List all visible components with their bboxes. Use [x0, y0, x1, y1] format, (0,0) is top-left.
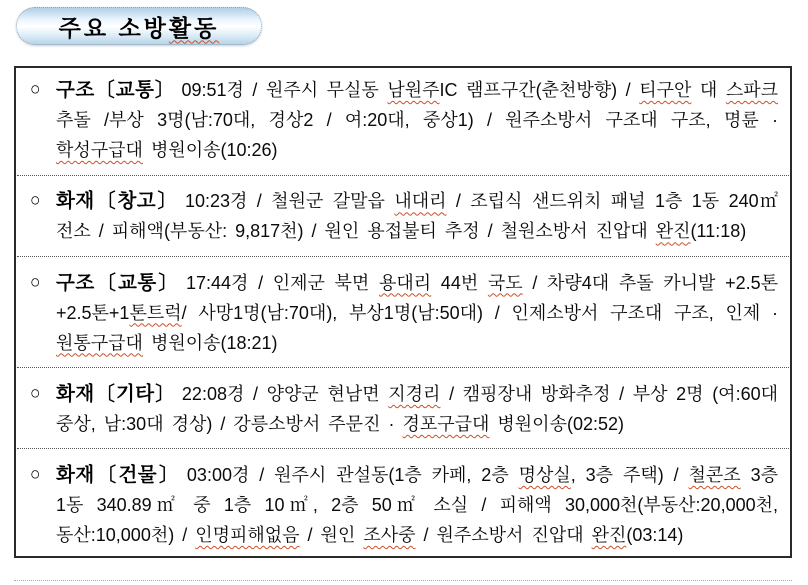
spellcheck-underline: 철콘조 — [688, 465, 741, 485]
item-body: 09:51경 / 원주시 무실동 남원주IC 램프구간(춘천방향) / 티구안 대 스파크 추돌 /부상 3명(남:70대, 경상2 / 여:20대, 중상1) / 원주소방서 구조대 구조, 명륜 · 학성구급대 병원이송(10:26) — [56, 80, 778, 160]
spellcheck-underline: 완진 — [655, 221, 691, 242]
spellcheck-underline: 인명피해없음 — [195, 525, 300, 545]
item-body: 22:08경 / 양양군 현남면 지경리 / 캠핑장내 방화추정 / 부상 2명 (여:60대 중상, 남:30대 경상) / 강릉소방서 주문진 · 경포구급대 병원이송(02:52) — [56, 383, 778, 434]
item-body: 10:23경 / 철원군 갈말읍 내대리 / 조립식 샌드위치 패널 1층 1동 240㎡ 전소 / 피해액(부동산: 9,817천) / 원인 용접불티 추정 / 철원소방서 진압대 완진(11:18) — [56, 191, 778, 242]
item-text — [56, 460, 778, 550]
item-body: 17:44경 / 인제군 북면 용대리 44번 국도 / 차량4대 추돌 카니발 +2.5톤+2.5톤+1톤트럭/ 사망1명(남:70대), 부상1명(남:50대) / 인제소방서 구조대 구조, 인제 · 원통구급대 병원이송(18:21) — [56, 272, 778, 353]
spellcheck-underline: 학성구급대 — [56, 140, 143, 160]
spellcheck-underline: 톤트럭 — [129, 302, 182, 323]
spellcheck-underline: 경포구급대 — [402, 413, 490, 434]
spellcheck-underline: 용대리 — [378, 272, 432, 293]
spellcheck-underline: 국도 — [487, 272, 523, 293]
section-title-pill — [16, 7, 262, 45]
spellcheck-underline: 원통구급대 — [56, 332, 143, 353]
spellcheck-underline: 명상실 — [518, 465, 571, 485]
item-category: 화재〔건물〕 — [56, 464, 181, 486]
item-category: 화재〔창고〕 — [56, 190, 179, 213]
spellcheck-underline: 조사중 — [363, 525, 416, 545]
report-item — [16, 453, 790, 556]
bullet-circle-icon: ○ — [30, 190, 41, 212]
spellcheck-underline: 티구안 — [639, 80, 692, 100]
item-text — [56, 75, 778, 165]
report-box — [14, 66, 792, 558]
item-text — [56, 379, 778, 439]
bullet-circle-icon: ○ — [30, 271, 41, 293]
spellcheck-underline: 완진 — [591, 525, 627, 545]
report-item — [16, 372, 790, 445]
page-title: 주요 소방활동 — [58, 14, 220, 41]
bullet-circle-icon: ○ — [30, 78, 41, 100]
item-category: 구조〔교통〕 — [56, 271, 180, 294]
spellcheck-underline: 남원주 — [387, 80, 440, 100]
spellcheck-underline: 스파크 — [725, 80, 778, 100]
item-text — [56, 268, 778, 358]
bottom-dotted-line — [14, 580, 792, 581]
item-body: 03:00경 / 원주시 관설동(1층 카페, 2층 명상실, 3층 주택) / 철콘조 3층 1동 340.89㎡ 중 1층 10㎡, 2층 50㎡ 소실 / 피해액 30,000천(부동산:20,000천, 동산:10,000천) / 인명피해없음 / 원인 조사중 / 원주소방서 진압대 완진(03:14) — [56, 465, 778, 545]
item-category: 구조〔교통〕 — [56, 79, 176, 101]
report-item — [16, 179, 790, 252]
item-divider — [17, 448, 789, 449]
bullet-circle-icon: ○ — [30, 463, 41, 485]
spellcheck-underline: 활동 — [168, 14, 220, 41]
item-divider — [17, 256, 789, 257]
item-category: 화재〔기타〕 — [56, 382, 176, 405]
item-divider — [17, 367, 789, 368]
report-item — [16, 261, 790, 364]
report-item — [16, 68, 790, 171]
item-divider — [17, 175, 789, 176]
spellcheck-underline: 지경리 — [388, 383, 441, 404]
bullet-circle-icon: ○ — [30, 382, 41, 404]
item-text — [56, 186, 778, 246]
spellcheck-underline: 내대리 — [394, 191, 447, 212]
